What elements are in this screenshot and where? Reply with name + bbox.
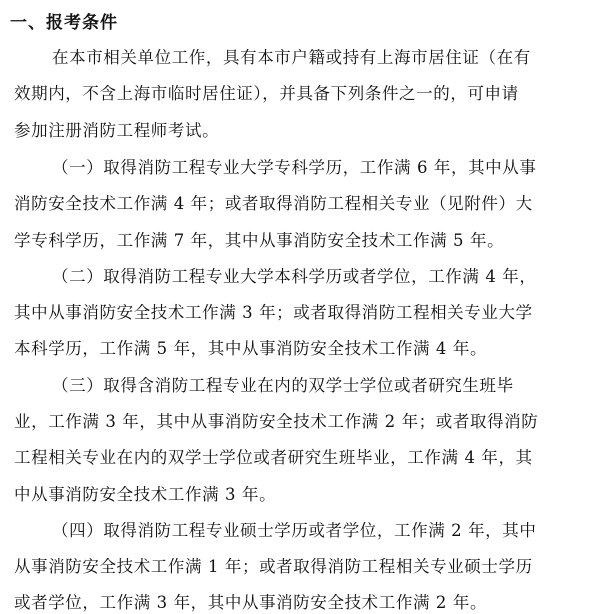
condition-4-line: （四）取得消防工程专业硕士学历或者学位，工作满 2 年，其中	[52, 521, 537, 540]
condition-3-line: （三）取得含消防工程专业在内的双学士学位或者研究生班毕	[52, 376, 514, 395]
condition-1-line: （一）取得消防工程专业大学专科学历，工作满 6 年，其中从事	[52, 158, 537, 177]
paragraph-intro-line: 参加注册消防工程师考试。	[14, 121, 220, 140]
condition-3-line: 中从事消防安全技术工作满 3 年。	[14, 485, 277, 504]
section-heading: 一、报考条件	[10, 13, 118, 33]
condition-3-line: 业，工作满 3 年，其中从事消防安全技术工作满 2 年；或者取得消防	[14, 412, 539, 431]
paragraph-intro-line: 效期内，不含上海市临时居住证），并具备下列条件之一的，可申请	[14, 84, 519, 103]
condition-2-line: 本科学历，工作满 5 年，其中从事消防安全技术工作满 4 年。	[14, 339, 488, 358]
condition-3-line: 工程相关专业在内的双学士学位或者研究生班毕业，工作满 4 年，其	[14, 448, 533, 467]
condition-4-line: 或者学位，工作满 3 年，其中从事消防安全技术工作满 2 年。	[14, 593, 488, 612]
condition-1-line: 学专科学历，工作满 7 年，其中从事消防安全技术工作满 5 年。	[14, 231, 505, 250]
condition-4-line: 从事消防安全技术工作满 1 年；或者取得消防工程相关专业硕士学历	[14, 557, 533, 576]
condition-2-line: 其中从事消防安全技术工作满 3 年；或者取得消防工程相关专业大学	[14, 303, 533, 322]
paragraph-intro-line: 在本市相关单位工作，具有本市户籍或持有上海市居住证（在有	[52, 48, 531, 67]
condition-1-line: 消防安全技术工作满 4 年；或者取得消防工程相关专业（见附件）大	[14, 194, 533, 213]
condition-2-line: （二）取得消防工程专业大学本科学历或者学位，工作满 4 年，	[52, 267, 537, 286]
